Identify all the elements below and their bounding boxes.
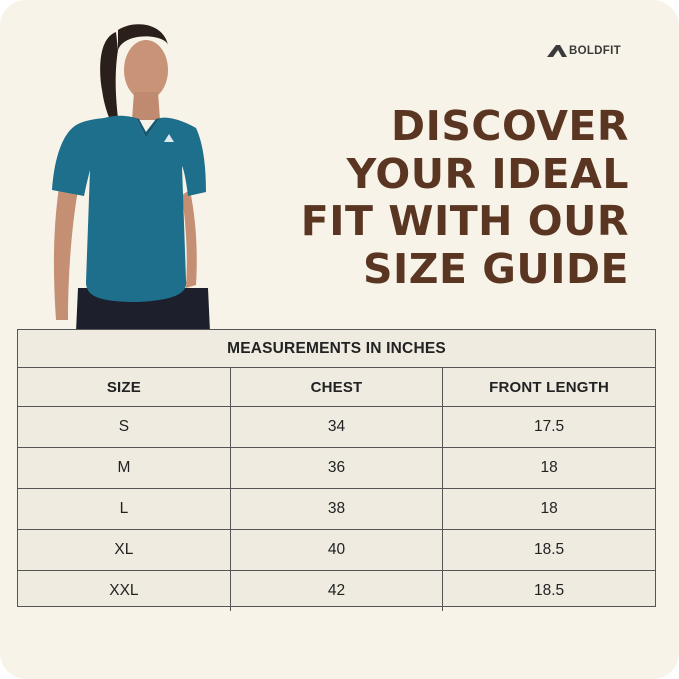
brand-logo	[547, 44, 621, 58]
column-header-chest: CHEST	[230, 368, 442, 407]
chest-cell: 36	[230, 448, 442, 489]
size-cell: M	[18, 448, 230, 489]
table-caption: MEASUREMENTS IN INCHES	[18, 330, 655, 368]
table-row	[18, 489, 655, 530]
headline-line: YOUR IDEAL	[346, 149, 629, 198]
headline-line: SIZE GUIDE	[362, 244, 629, 293]
front-length-cell: 18.5	[443, 530, 655, 571]
model-image	[38, 20, 228, 332]
headline	[301, 103, 629, 293]
size-cell: XXL	[18, 571, 230, 612]
table-row	[18, 530, 655, 571]
front-length-cell: 18	[443, 489, 655, 530]
column-header-front-length: FRONT LENGTH	[443, 368, 655, 407]
size-cell: XL	[18, 530, 230, 571]
front-length-cell: 17.5	[443, 407, 655, 448]
table-row	[18, 448, 655, 489]
size-cell: L	[18, 489, 230, 530]
column-header-size: SIZE	[18, 368, 230, 407]
brand-name: BOLDFIT	[569, 45, 621, 57]
chest-cell: 34	[230, 407, 442, 448]
chest-cell: 38	[230, 489, 442, 530]
front-length-cell: 18.5	[443, 571, 655, 612]
chest-cell: 40	[230, 530, 442, 571]
size-chart	[17, 329, 656, 607]
size-cell: S	[18, 407, 230, 448]
table-row	[18, 571, 655, 612]
headline-line: FIT WITH OUR	[300, 197, 629, 245]
headline-line: DISCOVER	[391, 102, 629, 150]
size-table	[18, 330, 655, 611]
boldfit-a-mark-icon	[547, 44, 567, 58]
front-length-cell: 18	[443, 448, 655, 489]
table-row	[18, 407, 655, 448]
chest-cell: 42	[230, 571, 442, 612]
